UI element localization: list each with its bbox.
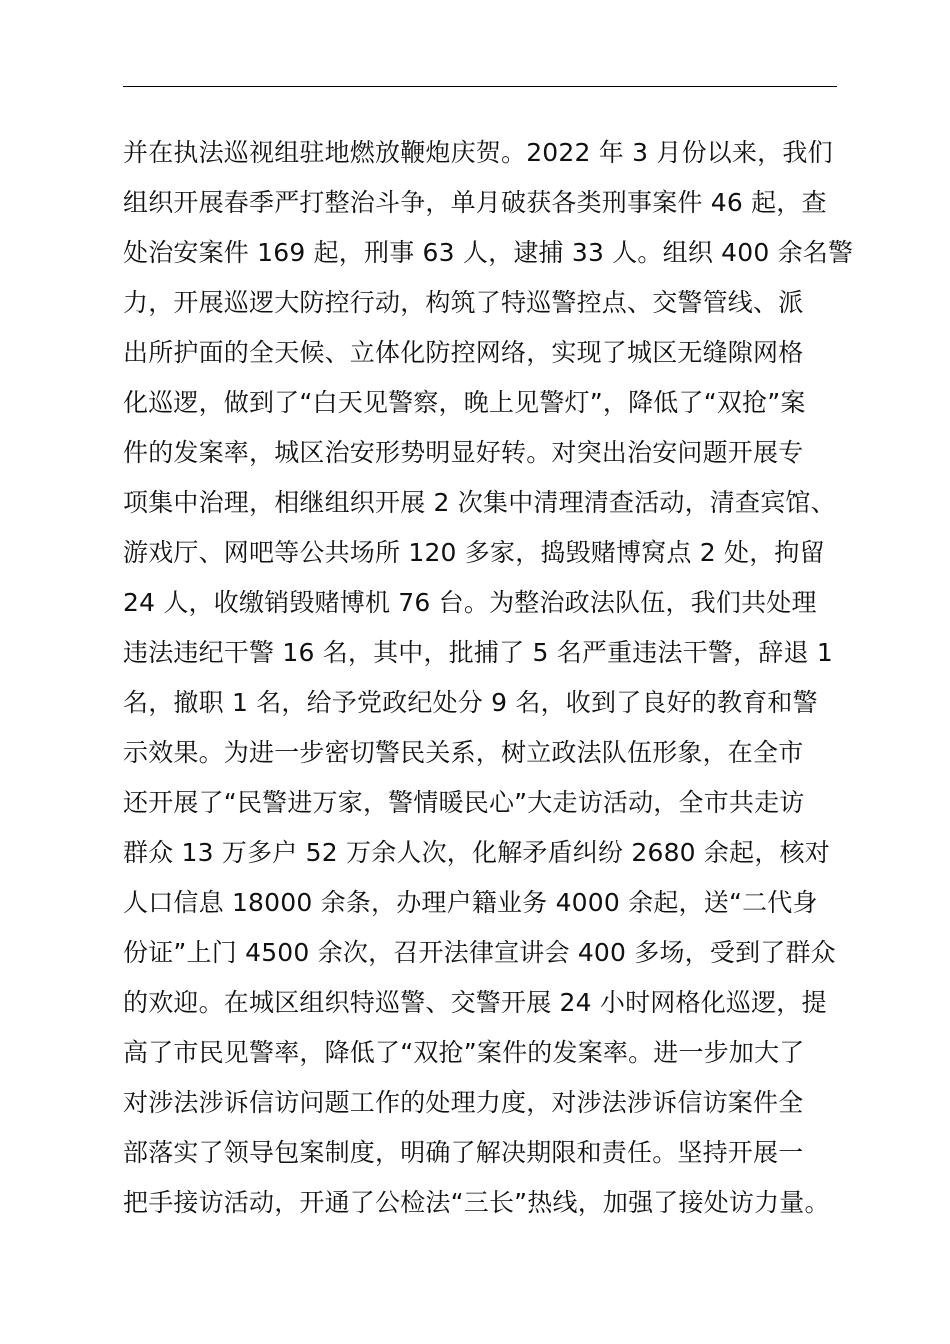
text-line: 件的发案率，城区治安形势明显好转。对突出治安问题开展专	[123, 438, 804, 467]
text-line: 对涉法涉诉信访问题工作的处理力度，对涉法涉诉信访案件全	[123, 1088, 804, 1117]
text-line: 群众 13 万多户 52 万余人次，化解矛盾纠纷 2680 余起，核对	[123, 838, 830, 867]
text-line: 把手接访活动，开通了公检法“三长”热线，加强了接处访力量。	[123, 1188, 830, 1217]
text-line: 高了市民见警率，降低了“双抢”案件的发案率。进一步加大了	[123, 1038, 805, 1067]
text-line: 的欢迎。在城区组织特巡警、交警开展 24 小时网格化巡逻，提	[123, 988, 827, 1017]
text-line: 力，开展巡逻大防控行动，构筑了特巡警控点、交警管线、派	[123, 288, 804, 317]
text-line: 组织开展春季严打整治斗争，单月破获各类刑事案件 46 起，查	[123, 188, 827, 217]
body-text	[123, 128, 863, 1228]
text-line: 还开展了“民警进万家，警情暖民心”大走访活动，全市共走访	[123, 788, 805, 817]
text-line: 名，撤职 1 名，给予党政纪处分 9 名，收到了良好的教育和警	[123, 688, 818, 717]
text-line: 24 人，收缴销毁赌博机 76 台。为整治政法队伍，我们共处理	[123, 588, 817, 617]
text-line: 人口信息 18000 余条，办理户籍业务 4000 余起，送“二代身	[123, 888, 818, 917]
text-line: 示效果。为进一步密切警民关系，树立政法队伍形象，在全市	[123, 738, 804, 767]
text-line: 游戏厅、网吧等公共场所 120 多家，捣毁赌博窝点 2 处，拘留	[123, 538, 825, 567]
text-line: 项集中治理，相继组织开展 2 次集中清理清查活动，清查宾馆、	[123, 488, 836, 517]
text-line: 并在执法巡视组驻地燃放鞭炮庆贺。2022 年 3 月份以来，我们	[123, 138, 833, 167]
text-line: 份证”上门 4500 余次，召开法律宣讲会 400 多场，受到了群众	[123, 938, 836, 967]
text-line: 处治安案件 169 起，刑事 63 人，逮捕 33 人。组织 400 余名警	[123, 238, 854, 267]
text-line: 部落实了领导包案制度，明确了解决期限和责任。坚持开展一	[123, 1138, 804, 1167]
text-line: 违法违纪干警 16 名，其中，批捕了 5 名严重违法干警，辞退 1	[123, 638, 833, 667]
text-line: 出所护面的全天候、立体化防控网络，实现了城区无缝隙网格	[123, 338, 804, 367]
header-rule	[123, 86, 837, 87]
text-line: 化巡逻，做到了“白天见警察，晚上见警灯”，降低了“双抢”案	[123, 388, 806, 417]
